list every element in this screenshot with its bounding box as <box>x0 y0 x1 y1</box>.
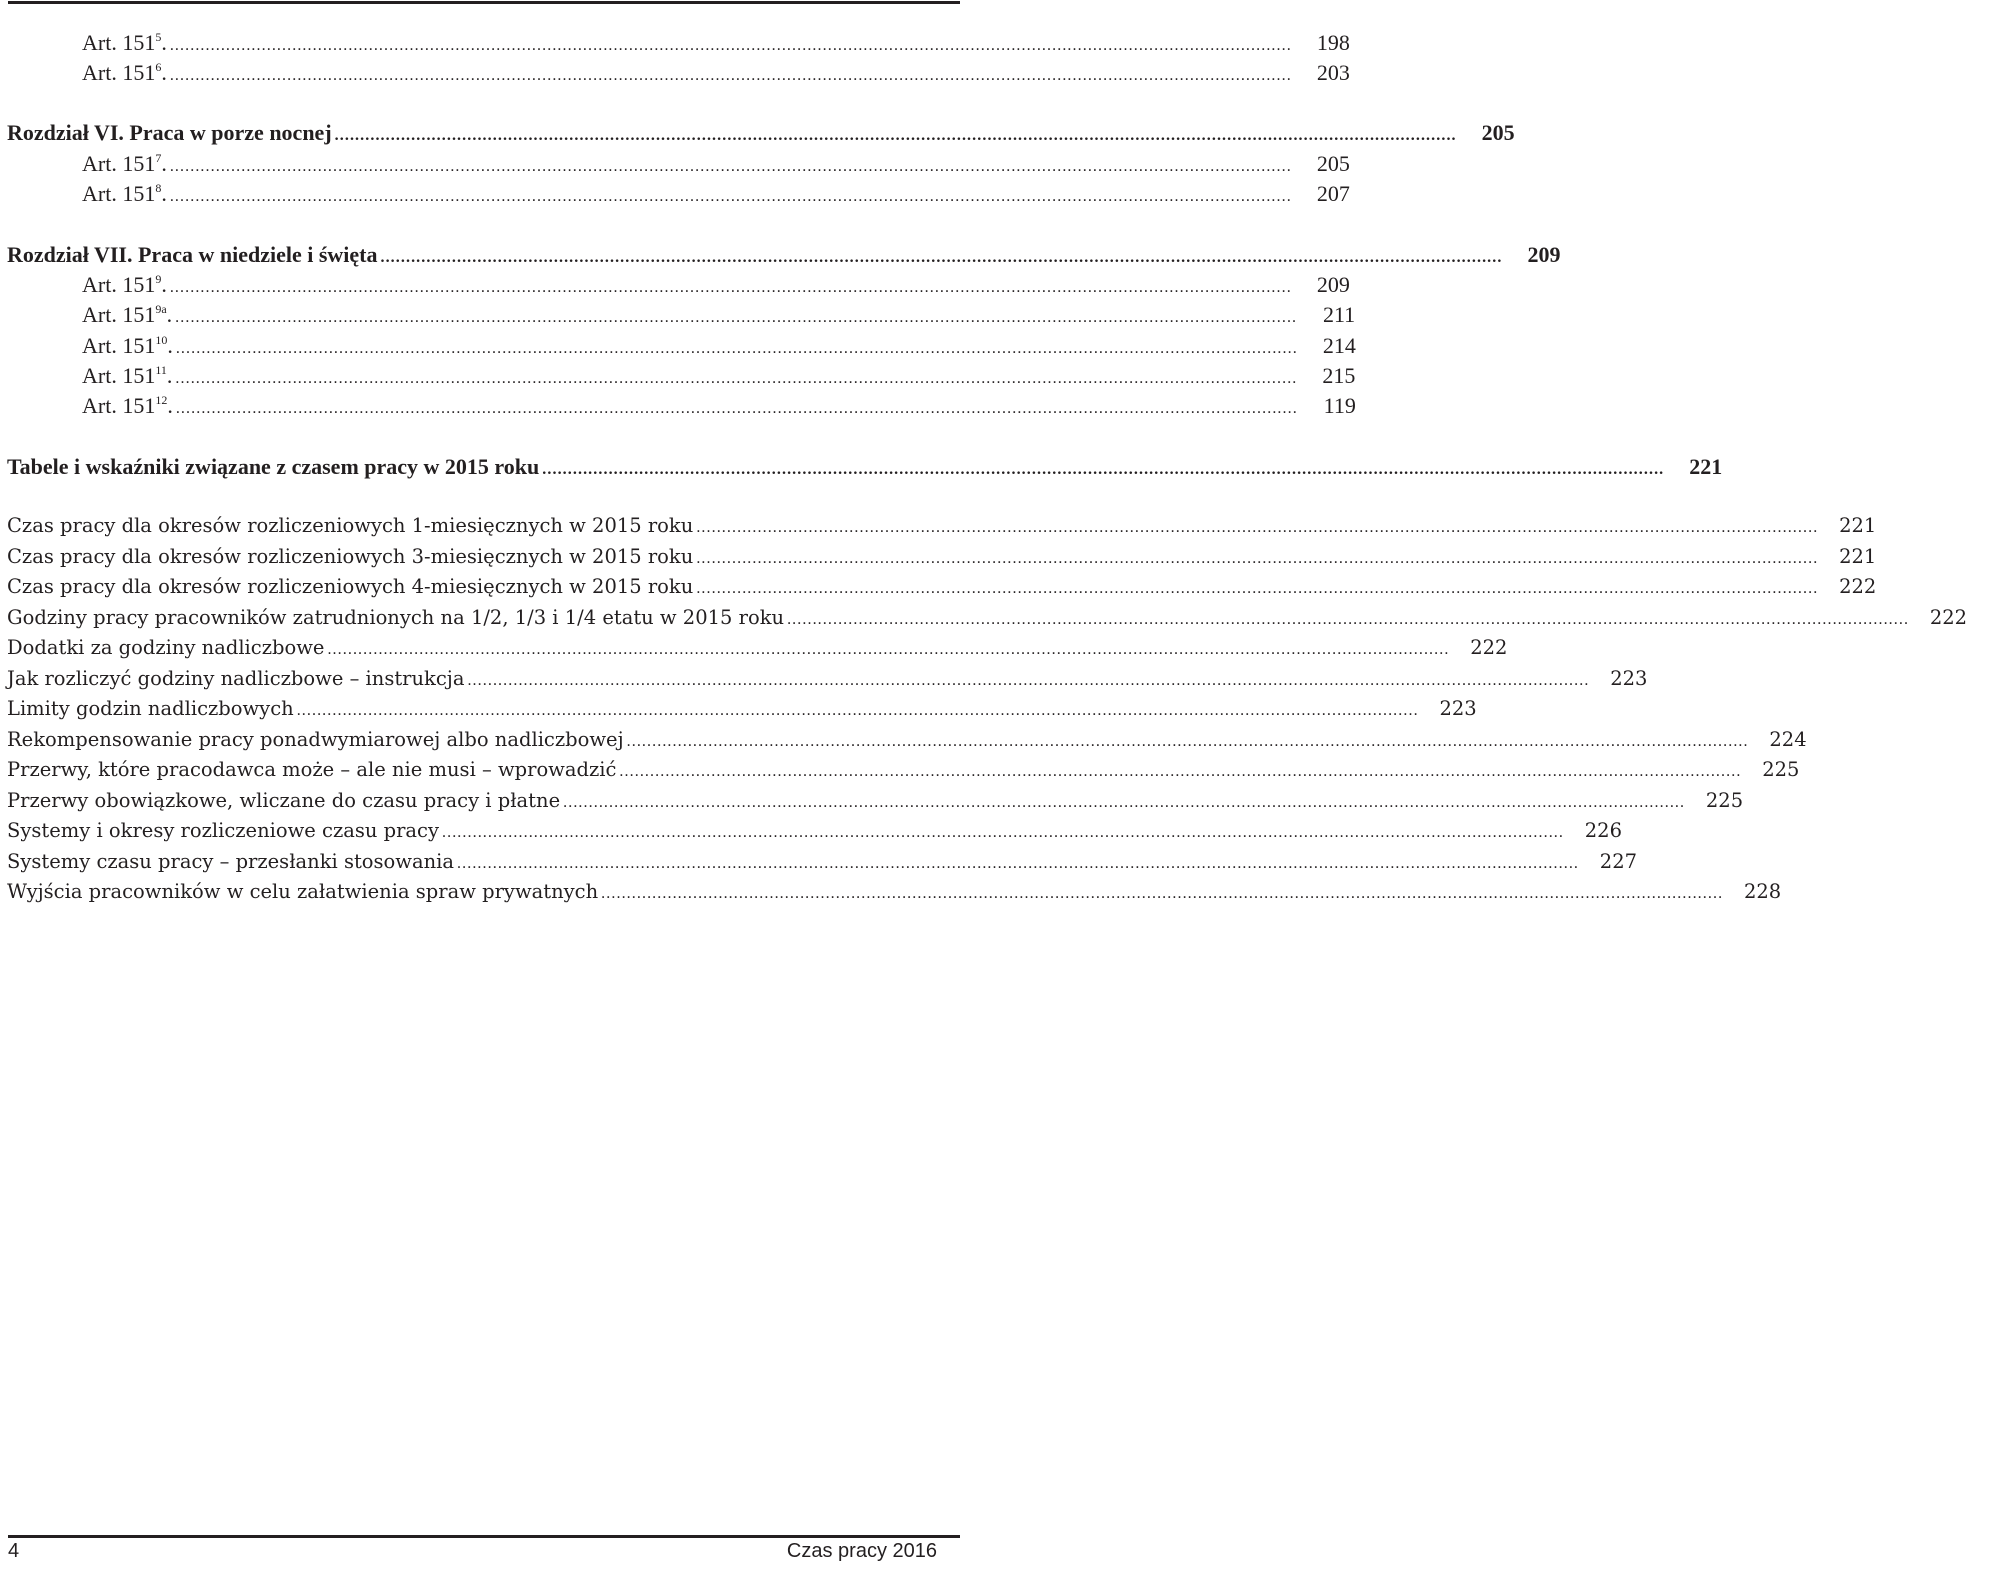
toc-entry-title: Art. $151^{12}$. <box>82 393 173 418</box>
toc-entry-art-151-11[interactable] <box>0 363 1356 393</box>
toc-topic[interactable] <box>0 728 1807 758</box>
toc-entry-page: 211 <box>1322 302 1356 327</box>
toc-entry-art-151-7[interactable] <box>0 151 1350 181</box>
dot-leader: ............................................................................................................................................................................................................................ <box>175 400 1298 417</box>
toc-entry-title: Art. $151^9$. <box>82 272 167 297</box>
toc-chapter-title: Rozdział VI. Praca w porze nocnej <box>7 120 332 145</box>
toc-topic-title: Czas pracy dla okresów rozliczeniowych 4-miesięcznych w 2015 roku <box>7 575 694 598</box>
dot-leader: ............................................................................................................................................................................................................................ <box>175 340 1298 357</box>
dot-leader: ............................................................................................................................................................................................................................ <box>169 279 1292 296</box>
dot-leader: ............................................................................................................................................................................................................................ <box>296 702 1419 719</box>
toc-topic-title: Jak rozliczyć godziny nadliczbowe – instrukcja <box>7 667 465 690</box>
dot-leader: ............................................................................................................................................................................................................................ <box>696 550 1819 567</box>
toc-entry-page: 119 <box>1323 393 1356 418</box>
dot-leader: ............................................................................................................................................................................................................................ <box>380 249 1503 266</box>
toc-entry-page: 205 <box>1316 151 1350 176</box>
toc-entry-page: 223 <box>1610 667 1648 690</box>
toc-entry-page: 205 <box>1481 120 1515 145</box>
dot-leader: ............................................................................................................................................................................................................................ <box>175 370 1298 387</box>
toc-topic-title: Przerwy obowiązkowe, wliczane do czasu pracy i płatne <box>7 789 561 812</box>
top-rule <box>8 1 960 4</box>
dot-leader: ............................................................................................................................................................................................................................ <box>169 158 1292 175</box>
footer-rule <box>8 1535 960 1538</box>
toc-topic[interactable] <box>0 789 1744 819</box>
toc-entry-page: 224 <box>1769 728 1807 751</box>
toc-topic[interactable] <box>0 636 1508 666</box>
toc-topic-title: Wyjścia pracowników w celu załatwienia spraw prywatnych <box>7 880 599 903</box>
toc-entry-art-151-9[interactable] <box>0 272 1350 302</box>
toc-topic[interactable] <box>0 697 1477 727</box>
dot-leader: ............................................................................................................................................................................................................................ <box>175 309 1298 326</box>
toc-topic[interactable] <box>0 545 1877 575</box>
toc-chapter-vi[interactable] <box>0 120 1515 150</box>
toc-entry-page: 209 <box>1527 242 1561 267</box>
dot-leader: ............................................................................................................................................................................................................................ <box>563 794 1686 811</box>
toc-entry-page: 198 <box>1316 30 1350 55</box>
footer-page-number: 4 <box>8 1540 20 1562</box>
toc-topic-title: Rekompensowanie pracy ponadwymiarowej albo nadliczbowej <box>7 728 624 751</box>
toc-topic-title: Dodatki za godziny nadliczbowe <box>7 636 325 659</box>
toc-topic[interactable] <box>0 575 1877 605</box>
dot-leader: ............................................................................................................................................................................................................................ <box>601 885 1724 902</box>
toc-entry-page: 225 <box>1762 758 1800 781</box>
toc-entry-page: 221 <box>1689 454 1723 479</box>
dot-leader: ............................................................................................................................................................................................................................ <box>467 672 1590 689</box>
toc-entry-title: Art. $151^8$. <box>82 181 167 206</box>
toc-chapter-title: Tabele i wskaźniki związane z czasem pracy w 2015 roku <box>7 454 540 479</box>
toc-entry-page: 215 <box>1322 363 1356 388</box>
footer-book-title: Czas pracy 2016 <box>786 1540 937 1562</box>
dot-leader: ............................................................................................................................................................................................................................ <box>169 37 1292 54</box>
toc-entry-page: 228 <box>1743 880 1782 903</box>
toc-entry-page: 209 <box>1316 272 1350 297</box>
toc-entry-title: Art. $151^6$. <box>82 60 167 85</box>
toc-topic-title: Systemy czasu pracy – przesłanki stosowania <box>7 850 455 873</box>
dot-leader: ............................................................................................................................................................................................................................ <box>787 611 1910 628</box>
toc-chapter-vii[interactable] <box>0 242 1561 272</box>
toc-entry-page: 223 <box>1439 697 1477 720</box>
toc-entry-title: Art. $151^{9a}$. <box>82 302 173 327</box>
dot-leader: ............................................................................................................................................................................................................................ <box>626 733 1749 750</box>
toc-topic[interactable] <box>0 819 1622 849</box>
dot-leader: ............................................................................................................................................................................................................................ <box>169 67 1292 84</box>
dot-leader: ............................................................................................................................................................................................................................ <box>327 641 1450 658</box>
toc-topic-title: Przerwy, które pracodawca może – ale nie musi – wprowadzić <box>7 758 617 781</box>
toc-entry-page: 222 <box>1839 575 1877 598</box>
toc-entry-page: 203 <box>1316 60 1350 85</box>
toc-topic[interactable] <box>0 850 1638 880</box>
toc-topic-title: Czas pracy dla okresów rozliczeniowych 3-miesięcznych w 2015 roku <box>7 545 694 568</box>
toc-topic[interactable] <box>0 667 1648 697</box>
toc-entry-art-151-12[interactable] <box>0 393 1356 423</box>
toc-entry-title: Art. $151^{10}$. <box>82 333 173 358</box>
dot-leader: ............................................................................................................................................................................................................................ <box>334 127 1457 144</box>
toc-topic-title: Systemy i okresy rozliczeniowe czasu pracy <box>7 819 439 842</box>
toc-entry-art-151-5[interactable] <box>0 30 1350 60</box>
toc-entry-page: 226 <box>1584 819 1622 842</box>
toc-entry-title: Art. $151^{11}$. <box>82 363 173 388</box>
dot-leader: ............................................................................................................................................................................................................................ <box>696 519 1819 536</box>
toc-topic[interactable] <box>0 880 1782 910</box>
dot-leader: ............................................................................................................................................................................................................................ <box>619 763 1742 780</box>
dot-leader: ............................................................................................................................................................................................................................ <box>696 580 1819 597</box>
toc-entry-page: 227 <box>1599 850 1638 873</box>
toc-entry-page: 207 <box>1316 181 1350 206</box>
toc-topic[interactable] <box>0 606 1968 636</box>
toc-topic-title: Godziny pracy pracowników zatrudnionych na 1/2, 1/3 i 1/4 etatu w 2015 roku <box>7 606 785 629</box>
dot-leader: ............................................................................................................................................................................................................................ <box>169 188 1292 205</box>
dot-leader: ............................................................................................................................................................................................................................ <box>457 855 1580 872</box>
toc-entry-title: Art. $151^5$. <box>82 30 167 55</box>
toc-entry-art-151-8[interactable] <box>0 181 1350 211</box>
dot-leader: ............................................................................................................................................................................................................................ <box>442 824 1564 841</box>
toc-entry-page: 221 <box>1839 545 1877 568</box>
toc-topic-title: Limity godzin nadliczbowych <box>7 697 294 720</box>
toc-entry-page: 222 <box>1470 636 1508 659</box>
toc-chapter-title: Rozdział VII. Praca w niedziele i święta <box>7 242 378 267</box>
toc-entry-art-151-6[interactable] <box>0 60 1350 90</box>
toc-chapter-tables[interactable] <box>0 454 1723 484</box>
toc-entry-page: 222 <box>1929 606 1968 629</box>
toc-entry-art-151-10[interactable] <box>0 333 1356 363</box>
toc-entry-page: 225 <box>1705 789 1744 812</box>
toc-topic[interactable] <box>0 758 1800 788</box>
toc-entry-title: Art. $151^7$. <box>82 151 167 176</box>
toc-entry-page: 221 <box>1839 514 1877 537</box>
toc-topic-title: Czas pracy dla okresów rozliczeniowych 1-miesięcznych w 2015 roku <box>7 514 694 537</box>
toc-entry-page: 214 <box>1322 333 1356 358</box>
toc-topic[interactable] <box>0 514 1877 544</box>
toc-entry-art-151-9a[interactable] <box>0 302 1356 332</box>
dot-leader: ............................................................................................................................................................................................................................ <box>542 461 1665 478</box>
